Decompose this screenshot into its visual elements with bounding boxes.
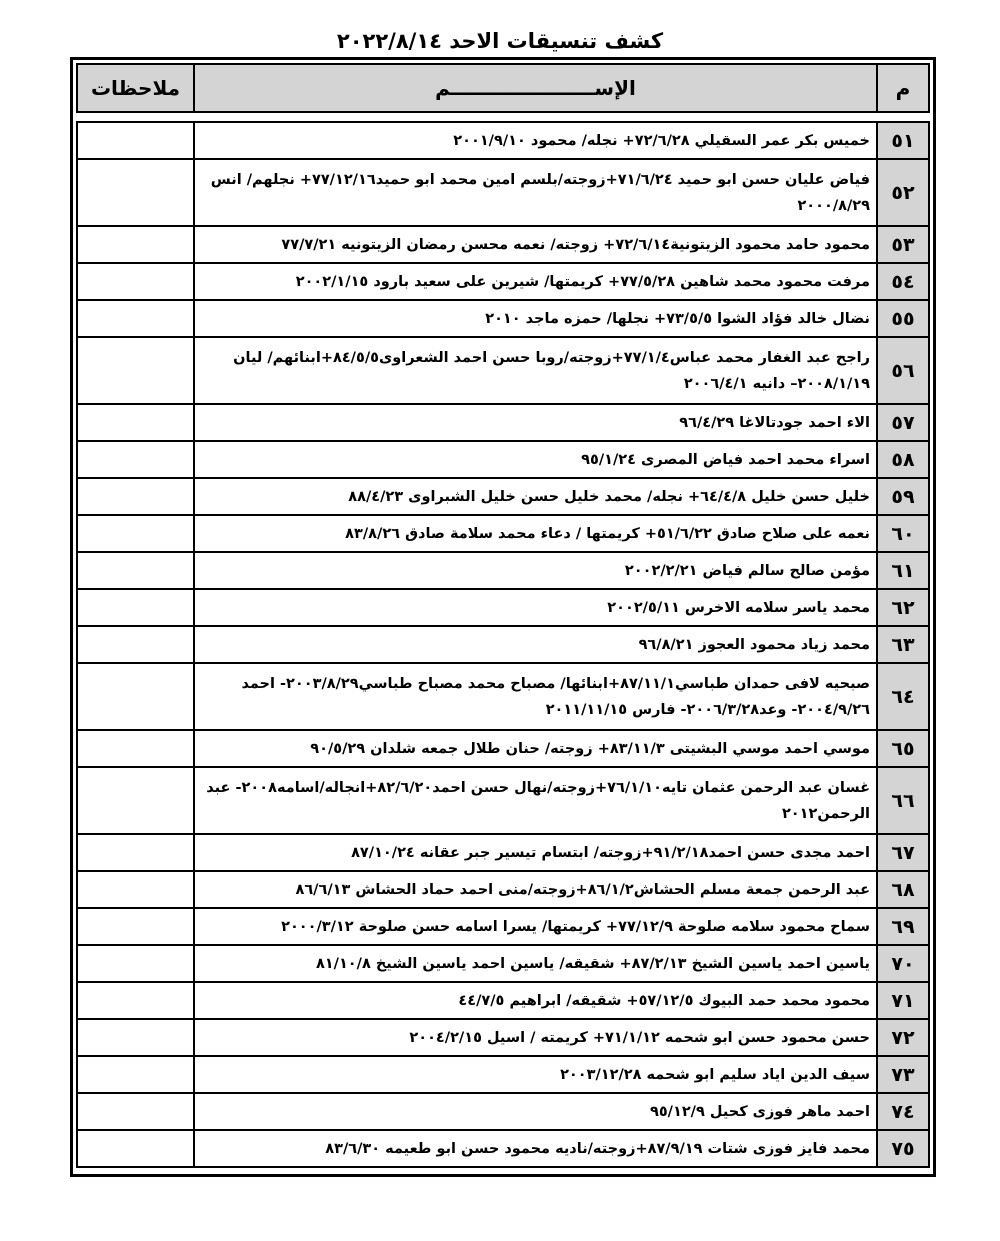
table-frame xyxy=(70,57,936,1177)
table-row xyxy=(77,767,929,834)
row-number: ٦٢ xyxy=(877,589,929,626)
row-name: نعمه على صلاح صادق ٥١/٦/٢٢+ كريمتها / دعاء محمد سلامة صادق ٨٣/٨/٢٦ xyxy=(194,515,877,552)
table-row xyxy=(77,834,929,871)
table-row xyxy=(77,626,929,663)
names-table xyxy=(76,63,930,1168)
row-notes xyxy=(77,871,194,908)
table-row xyxy=(77,871,929,908)
row-name: محمد زياد محمود العجوز ٩٦/٨/٢١ xyxy=(194,626,877,663)
row-name: راجح عبد الغفار محمد عباس٧٧/١/٤+زوجته/روبا حسن احمد الشعراوى٨٤/٥/٥+ابنائهم/ ليان ٢٠٠٨/١/١٩– دانيه ٢٠٠٦/٤/١ xyxy=(194,337,877,404)
row-number: ٥٧ xyxy=(877,404,929,441)
row-name: حسن محمود حسن ابو شحمه ٧١/١/١٢+ كريمته / اسيل ٢٠٠٤/٢/١٥ xyxy=(194,1019,877,1056)
table-row xyxy=(77,552,929,589)
table-row xyxy=(77,908,929,945)
row-notes xyxy=(77,337,194,404)
row-name: غسان عبد الرحمن عثمان تايه٧٦/١/١٠+زوجته/نهال حسن احمد٨٢/٦/٢٠+انجاله/اسامه٢٠٠٨- عبد الرحمن٢٠١٢ xyxy=(194,767,877,834)
row-notes xyxy=(77,300,194,337)
row-notes xyxy=(77,159,194,226)
row-notes xyxy=(77,1019,194,1056)
row-name: فياض عليان حسن ابو حميد ٧١/٦/٢٤+زوجته/بلسم امين محمد ابو حميد٧٧/١٢/١٦+ نجلهم/ انس ٢٠٠٠/٨/٢٩ xyxy=(194,159,877,226)
row-number: ٦٠ xyxy=(877,515,929,552)
row-name: اسراء محمد احمد فياض المصرى ٩٥/١/٢٤ xyxy=(194,441,877,478)
row-notes xyxy=(77,663,194,730)
row-name: محمد فايز فوزى شتات ٨٧/٩/١٩+زوجته/ناديه محمود حسن ابو طعيمه ٨٣/٦/٣٠ xyxy=(194,1130,877,1167)
row-number: ٥١ xyxy=(877,122,929,159)
header-row xyxy=(77,64,929,112)
row-notes xyxy=(77,767,194,834)
row-notes xyxy=(77,122,194,159)
table-row xyxy=(77,730,929,767)
table-row xyxy=(77,337,929,404)
row-notes xyxy=(77,552,194,589)
row-notes xyxy=(77,441,194,478)
row-notes xyxy=(77,908,194,945)
row-notes xyxy=(77,982,194,1019)
row-number: ٥٤ xyxy=(877,263,929,300)
row-number: ٥٨ xyxy=(877,441,929,478)
row-number: ٧١ xyxy=(877,982,929,1019)
table-row xyxy=(77,945,929,982)
table-row xyxy=(77,226,929,263)
row-name: سماح محمود سلامه صلوحة ٧٧/١٢/٩+ كريمتها/ يسرا اسامه حسن صلوحة ٢٠٠٠/٣/١٢ xyxy=(194,908,877,945)
row-number: ٥٥ xyxy=(877,300,929,337)
row-name: عبد الرحمن جمعة مسلم الحشاش٨٦/١/٢+زوجته/منى احمد حماد الحشاش ٨٦/٦/١٣ xyxy=(194,871,877,908)
row-notes xyxy=(77,226,194,263)
row-name: محمود حامد محمود الزيتونية٧٢/٦/١٤+ زوجته/ نعمه محسن رمضان الزيتونيه ٧٧/٧/٢١ xyxy=(194,226,877,263)
header-number: م xyxy=(877,64,929,112)
row-name: احمد ماهر فوزى كحيل ٩٥/١٢/٩ xyxy=(194,1093,877,1130)
header-notes: ملاحظات xyxy=(77,64,194,112)
row-number: ٧٥ xyxy=(877,1130,929,1167)
table-row xyxy=(77,404,929,441)
row-number: ٦٦ xyxy=(877,767,929,834)
row-number: ٦٥ xyxy=(877,730,929,767)
row-name: ياسين احمد ياسين الشيخ ٨٧/٢/١٣+ شقيقه/ ياسين احمد ياسين الشيخ ٨١/١٠/٨ xyxy=(194,945,877,982)
table-body xyxy=(77,112,929,1167)
row-name: الاء احمد جودتالاغا ٩٦/٤/٢٩ xyxy=(194,404,877,441)
row-notes xyxy=(77,589,194,626)
row-number: ٦١ xyxy=(877,552,929,589)
table-row xyxy=(77,1093,929,1130)
row-name: محمود محمد حمد البيوك ٥٧/١٢/٥+ شقيقه/ ابراهيم ٤٤/٧/٥ xyxy=(194,982,877,1019)
table-row xyxy=(77,300,929,337)
row-number: ٦٤ xyxy=(877,663,929,730)
row-notes xyxy=(77,1056,194,1093)
row-number: ٦٧ xyxy=(877,834,929,871)
row-name: خليل حسن خليل ٦٤/٤/٨+ نجله/ محمد خليل حسن خليل الشبراوى ٨٨/٤/٢٣ xyxy=(194,478,877,515)
table-row xyxy=(77,263,929,300)
row-number: ٦٨ xyxy=(877,871,929,908)
row-number: ٥٣ xyxy=(877,226,929,263)
row-notes xyxy=(77,478,194,515)
row-number: ٧٠ xyxy=(877,945,929,982)
table-row xyxy=(77,982,929,1019)
row-notes xyxy=(77,515,194,552)
table-row xyxy=(77,441,929,478)
table-row xyxy=(77,1056,929,1093)
row-number: ٦٣ xyxy=(877,626,929,663)
table-row xyxy=(77,159,929,226)
row-notes xyxy=(77,730,194,767)
row-name: مؤمن صالح سالم فياض ٢٠٠٢/٢/٢١ xyxy=(194,552,877,589)
row-number: ٧٢ xyxy=(877,1019,929,1056)
row-number: ٥٢ xyxy=(877,159,929,226)
row-number: ٥٩ xyxy=(877,478,929,515)
row-number: ٦٩ xyxy=(877,908,929,945)
row-number: ٧٤ xyxy=(877,1093,929,1130)
row-name: موسي احمد موسي البشيتى ٨٣/١١/٣+ زوجته/ حنان طلال جمعه شلدان ٩٠/٥/٢٩ xyxy=(194,730,877,767)
row-notes xyxy=(77,404,194,441)
row-notes xyxy=(77,626,194,663)
table-row xyxy=(77,1019,929,1056)
table-row xyxy=(77,589,929,626)
row-notes xyxy=(77,1093,194,1130)
row-notes xyxy=(77,945,194,982)
row-number: ٧٣ xyxy=(877,1056,929,1093)
table-row xyxy=(77,478,929,515)
table-row xyxy=(77,122,929,159)
row-name: خميس بكر عمر السقيلي ٧٢/٦/٢٨+ نجله/ محمود ٢٠٠١/٩/١٠ xyxy=(194,122,877,159)
table-row xyxy=(77,1130,929,1167)
row-name: احمد مجدى حسن احمد٩١/٢/١٨+زوجته/ ابتسام تيسير جبر عقانه ٨٧/١٠/٢٤ xyxy=(194,834,877,871)
row-name: سيف الدين اياد سليم ابو شحمه ٢٠٠٣/١٢/٢٨ xyxy=(194,1056,877,1093)
row-notes xyxy=(77,1130,194,1167)
header-gap xyxy=(77,112,929,122)
header-name: الإســـــــــــــــــــــم xyxy=(194,64,877,112)
page-title: كشف تنسيقات الاحد ٢٠٢٢/٨/١٤ xyxy=(336,29,664,53)
table-row xyxy=(77,515,929,552)
table-row xyxy=(77,663,929,730)
row-name: محمد ياسر سلامه الاخرس ٢٠٠٢/٥/١١ xyxy=(194,589,877,626)
row-name: مرفت محمود محمد شاهين ٧٧/٥/٢٨+ كريمتها/ شيرين على سعيد بارود ٢٠٠٢/١/١٥ xyxy=(194,263,877,300)
row-notes xyxy=(77,834,194,871)
row-name: نضال خالد فؤاد الشوا ٧٣/٥/٥+ نجلها/ حمزه ماجد ٢٠١٠ xyxy=(194,300,877,337)
row-number: ٥٦ xyxy=(877,337,929,404)
row-notes xyxy=(77,263,194,300)
row-name: صبحيه لافى حمدان طباسي٨٧/١١/١+ابنائها/ مصباح محمد مصباح طباسي٢٠٠٣/٨/٢٩- احمد ٢٠٠٤/٩/٢٦- وعد٢٠٠٦/٣/٢٨- فارس ٢٠١١/١١/١٥ xyxy=(194,663,877,730)
